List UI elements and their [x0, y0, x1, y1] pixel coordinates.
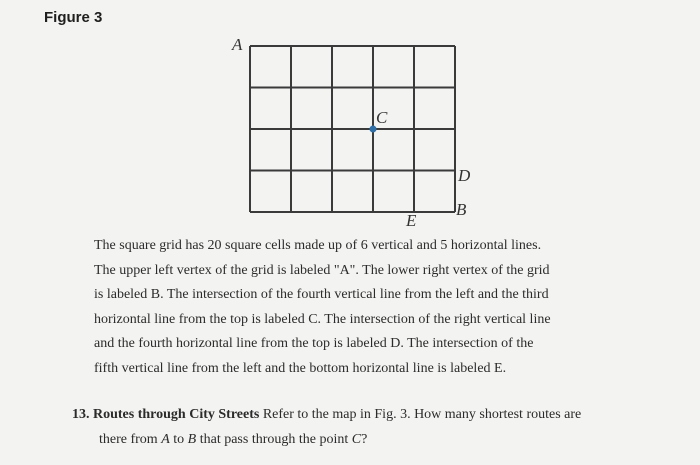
variable-b: B — [187, 432, 197, 447]
variable-a: A — [161, 432, 170, 447]
label-e: E — [406, 211, 417, 230]
problem-13 — [72, 402, 662, 452]
description-line: The upper left vertex of the grid is labeled "A". The lower right vertex of the grid — [94, 262, 550, 278]
problem-text-2b: to — [169, 432, 188, 447]
description-line: is labeled B. The intersection of the fourth vertical line from the left and the third — [94, 287, 549, 302]
problem-text-2c: that pass through the point — [196, 432, 352, 447]
label-a: A — [232, 35, 243, 54]
route-grid-figure — [0, 0, 700, 232]
description-line: and the fourth horizontal line from the top is labeled D. The intersection of the — [94, 336, 534, 351]
label-c: C — [376, 108, 388, 127]
label-d: D — [458, 166, 471, 185]
description-line: horizontal line from the top is labeled C. The intersection of the right vertical line — [94, 311, 551, 327]
variable-c: C — [351, 432, 362, 447]
description-line: The square grid has 20 square cells made up of 6 vertical and 5 horizontal lines. — [94, 238, 542, 253]
description-line: fifth vertical line from the left and the bottom horizontal line is labeled E. — [94, 360, 507, 376]
figure-title: Figure 3 — [44, 9, 103, 26]
problem-text-2a: there from — [99, 432, 162, 447]
problem-line-1 — [72, 402, 662, 427]
problem-text-1: Refer to the map in Fig. 3. How many shortest routes are — [259, 407, 582, 422]
label-b: B — [456, 200, 467, 219]
problem-number: 13. — [72, 407, 90, 422]
problem-line-2 — [72, 427, 662, 452]
grid-lines — [250, 46, 455, 212]
problem-text-2d: ? — [361, 432, 368, 447]
figure-description — [94, 234, 634, 381]
problem-title: Routes through City Streets — [93, 407, 260, 422]
